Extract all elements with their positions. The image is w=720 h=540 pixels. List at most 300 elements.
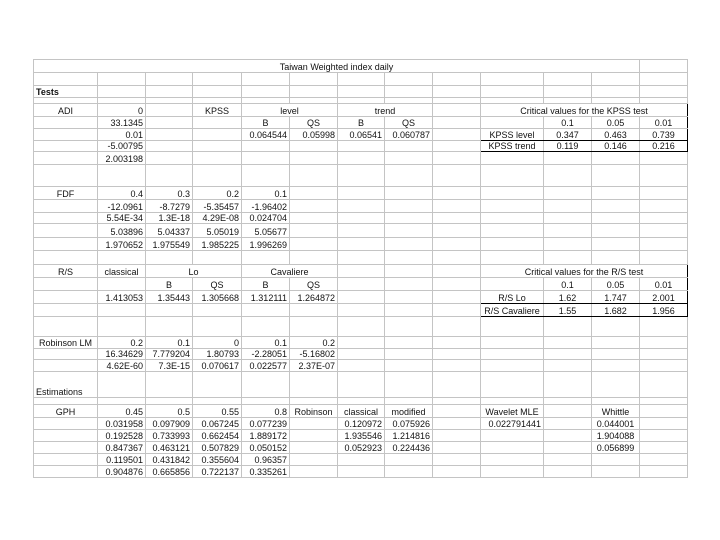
cell[interactable]: B	[146, 278, 193, 291]
cell[interactable]: 0.665856	[146, 466, 193, 478]
cell[interactable]	[385, 304, 433, 317]
cell[interactable]	[193, 117, 242, 129]
cell[interactable]: 0.022577	[242, 360, 290, 372]
cell[interactable]	[592, 372, 640, 398]
cell[interactable]: QS	[290, 278, 338, 291]
cell[interactable]	[481, 454, 544, 466]
cell[interactable]	[290, 86, 338, 98]
cell[interactable]	[242, 317, 290, 337]
cell[interactable]: 1.62	[544, 291, 592, 304]
cell[interactable]	[338, 86, 385, 98]
cell[interactable]	[242, 165, 290, 187]
cell[interactable]	[592, 398, 640, 405]
cell[interactable]	[640, 337, 688, 349]
cell[interactable]: 4.62E-60	[98, 360, 146, 372]
cell[interactable]: 0.1	[242, 187, 290, 200]
cell[interactable]: 0.662454	[193, 430, 242, 442]
cell[interactable]: 5.04337	[146, 224, 193, 238]
cell[interactable]	[34, 129, 98, 141]
cell[interactable]	[433, 200, 481, 213]
cell[interactable]: B	[242, 278, 290, 291]
cell[interactable]: 0.347	[544, 129, 592, 141]
cell[interactable]	[146, 398, 193, 405]
cell[interactable]	[193, 152, 242, 165]
cell[interactable]: 1.312111	[242, 291, 290, 304]
cell[interactable]	[338, 466, 385, 478]
cell[interactable]: 7.779204	[146, 349, 193, 360]
cell[interactable]	[544, 372, 592, 398]
cell[interactable]	[385, 86, 433, 98]
cell[interactable]	[34, 304, 98, 317]
cell[interactable]	[433, 86, 481, 98]
cell[interactable]: 5.05677	[242, 224, 290, 238]
cell[interactable]: -1.96402	[242, 200, 290, 213]
cell[interactable]	[146, 251, 193, 265]
cell[interactable]	[544, 165, 592, 187]
cell[interactable]: -5.00795	[98, 141, 146, 152]
cell[interactable]	[338, 317, 385, 337]
cell[interactable]	[242, 141, 290, 152]
cell[interactable]	[640, 466, 688, 478]
cell[interactable]	[290, 372, 338, 398]
cell[interactable]: 1.996269	[242, 238, 290, 251]
cell[interactable]	[592, 187, 640, 200]
cell[interactable]: Robinson LM	[34, 337, 98, 349]
cell[interactable]	[385, 317, 433, 337]
cell[interactable]: R/S Lo	[481, 291, 544, 304]
cell[interactable]	[193, 165, 242, 187]
cell[interactable]	[146, 165, 193, 187]
cell[interactable]	[544, 398, 592, 405]
cell[interactable]: 0.097909	[146, 418, 193, 430]
cell[interactable]	[481, 238, 544, 251]
cell[interactable]	[385, 372, 433, 398]
cell[interactable]	[385, 337, 433, 349]
cell[interactable]: modified	[385, 405, 433, 418]
cell[interactable]	[385, 238, 433, 251]
cell[interactable]: 0.224436	[385, 442, 433, 454]
cell[interactable]: 0.119501	[98, 454, 146, 466]
cell[interactable]	[433, 430, 481, 442]
cell[interactable]	[193, 398, 242, 405]
cell[interactable]	[481, 187, 544, 200]
cell[interactable]	[433, 265, 481, 278]
cell[interactable]: 0.05	[592, 117, 640, 129]
cell[interactable]: -2.28051	[242, 349, 290, 360]
cell[interactable]: 1.970652	[98, 238, 146, 251]
cell[interactable]: 0	[193, 337, 242, 349]
cell[interactable]: 0.355604	[193, 454, 242, 466]
cell[interactable]	[544, 86, 592, 98]
cell[interactable]: 0.056899	[592, 442, 640, 454]
cell[interactable]	[193, 129, 242, 141]
cell[interactable]	[640, 224, 688, 238]
cell[interactable]	[193, 86, 242, 98]
cell[interactable]	[34, 430, 98, 442]
cell[interactable]: 0.064544	[242, 129, 290, 141]
cell[interactable]	[385, 224, 433, 238]
cell[interactable]: 0.1	[544, 278, 592, 291]
cell[interactable]	[290, 213, 338, 224]
cell[interactable]	[34, 466, 98, 478]
cell[interactable]: 0.4	[98, 187, 146, 200]
cell[interactable]	[146, 73, 193, 86]
cell[interactable]	[290, 442, 338, 454]
cell[interactable]	[481, 86, 544, 98]
cell[interactable]	[592, 317, 640, 337]
cell[interactable]: 1.264872	[290, 291, 338, 304]
cell[interactable]	[640, 152, 688, 165]
cell[interactable]	[481, 117, 544, 129]
cell[interactable]: QS	[193, 278, 242, 291]
cell[interactable]	[592, 337, 640, 349]
cell[interactable]: classical	[338, 405, 385, 418]
cell[interactable]	[338, 238, 385, 251]
cell[interactable]	[640, 430, 688, 442]
cell[interactable]	[34, 165, 98, 187]
cell[interactable]: QS	[385, 117, 433, 129]
cell[interactable]: 2.001	[640, 291, 688, 304]
cell[interactable]	[433, 442, 481, 454]
cell[interactable]	[433, 466, 481, 478]
cell[interactable]	[193, 251, 242, 265]
cell[interactable]	[242, 152, 290, 165]
cell[interactable]	[34, 73, 98, 86]
cell[interactable]	[338, 251, 385, 265]
cell[interactable]: 0.120972	[338, 418, 385, 430]
cell[interactable]: -5.16802	[290, 349, 338, 360]
cell[interactable]	[146, 129, 193, 141]
cell[interactable]: Whittle	[592, 405, 640, 418]
cell[interactable]: 1.975549	[146, 238, 193, 251]
cell[interactable]	[385, 360, 433, 372]
cell[interactable]	[433, 372, 481, 398]
cell[interactable]	[544, 251, 592, 265]
cell[interactable]: 0.507829	[193, 442, 242, 454]
cell[interactable]: 5.03896	[98, 224, 146, 238]
cell[interactable]: 1.889172	[242, 430, 290, 442]
cell[interactable]	[290, 141, 338, 152]
cell[interactable]: 0.070617	[193, 360, 242, 372]
cell[interactable]	[544, 213, 592, 224]
cell[interactable]	[193, 141, 242, 152]
cell[interactable]	[385, 466, 433, 478]
cell[interactable]	[481, 278, 544, 291]
cell[interactable]	[385, 73, 433, 86]
cell[interactable]: 0.3	[146, 187, 193, 200]
cell[interactable]	[433, 213, 481, 224]
cell[interactable]: ADI	[34, 104, 98, 117]
cell[interactable]	[544, 418, 592, 430]
cell[interactable]: 0.55	[193, 405, 242, 418]
cell[interactable]: 0.067245	[193, 418, 242, 430]
cell[interactable]	[34, 398, 98, 405]
cell[interactable]	[544, 360, 592, 372]
cell[interactable]	[338, 337, 385, 349]
cell[interactable]	[338, 291, 385, 304]
cell[interactable]: 0.024704	[242, 213, 290, 224]
cell[interactable]	[338, 349, 385, 360]
cell[interactable]: 1.904088	[592, 430, 640, 442]
cell[interactable]	[98, 304, 146, 317]
cell[interactable]	[640, 251, 688, 265]
cell[interactable]	[481, 398, 544, 405]
cell[interactable]	[290, 304, 338, 317]
cell[interactable]	[592, 251, 640, 265]
cell[interactable]	[290, 398, 338, 405]
cell[interactable]: 0.463	[592, 129, 640, 141]
cell[interactable]	[290, 454, 338, 466]
cell[interactable]	[242, 251, 290, 265]
cell[interactable]	[338, 360, 385, 372]
cell[interactable]: 16.34629	[98, 349, 146, 360]
cell[interactable]: 0.8	[242, 405, 290, 418]
cell[interactable]: Robinson	[290, 405, 338, 418]
cell[interactable]: 1.3E-18	[146, 213, 193, 224]
cell[interactable]: B	[338, 117, 385, 129]
cell[interactable]	[544, 187, 592, 200]
cell[interactable]	[640, 418, 688, 430]
cell[interactable]: 0.052923	[338, 442, 385, 454]
cell[interactable]: 1.747	[592, 291, 640, 304]
cell[interactable]	[34, 238, 98, 251]
cell[interactable]	[146, 141, 193, 152]
cell[interactable]	[242, 73, 290, 86]
cell[interactable]	[592, 165, 640, 187]
cell[interactable]	[290, 224, 338, 238]
cell[interactable]: 0.1	[146, 337, 193, 349]
cell[interactable]	[290, 187, 338, 200]
cell[interactable]: 0.01	[640, 117, 688, 129]
cell[interactable]: GPH	[34, 405, 98, 418]
cell[interactable]	[433, 304, 481, 317]
cell[interactable]	[433, 129, 481, 141]
cell[interactable]: Tests	[34, 86, 98, 98]
cell[interactable]	[290, 466, 338, 478]
cell[interactable]	[290, 152, 338, 165]
cell[interactable]	[640, 60, 688, 73]
cell[interactable]	[481, 442, 544, 454]
cell[interactable]	[544, 152, 592, 165]
cell[interactable]	[146, 152, 193, 165]
cell[interactable]: -5.35457	[193, 200, 242, 213]
cell[interactable]: 0.1	[242, 337, 290, 349]
cell[interactable]: R/S Cavaliere	[481, 304, 544, 317]
cell[interactable]	[433, 418, 481, 430]
cell[interactable]	[98, 165, 146, 187]
cell[interactable]	[34, 317, 98, 337]
cell[interactable]	[34, 360, 98, 372]
cell[interactable]: 33.1345	[98, 117, 146, 129]
cell[interactable]: 1.956	[640, 304, 688, 317]
cell[interactable]	[640, 398, 688, 405]
cell[interactable]: 0.075926	[385, 418, 433, 430]
cell[interactable]	[146, 104, 193, 117]
cell[interactable]	[385, 141, 433, 152]
cell[interactable]	[481, 224, 544, 238]
cell[interactable]: R/S	[34, 265, 98, 278]
cell[interactable]	[34, 224, 98, 238]
cell[interactable]: 0.722137	[193, 466, 242, 478]
cell[interactable]: 0.05998	[290, 129, 338, 141]
cell[interactable]	[433, 117, 481, 129]
cell[interactable]: -12.0961	[98, 200, 146, 213]
cell[interactable]	[338, 200, 385, 213]
cell[interactable]	[640, 317, 688, 337]
cell[interactable]	[544, 442, 592, 454]
cell[interactable]	[98, 372, 146, 398]
cell[interactable]	[146, 86, 193, 98]
cell[interactable]	[592, 213, 640, 224]
cell[interactable]: 0.2	[193, 187, 242, 200]
cell[interactable]: 1.935546	[338, 430, 385, 442]
cell[interactable]: 0.904876	[98, 466, 146, 478]
cell[interactable]	[433, 251, 481, 265]
cell[interactable]	[433, 278, 481, 291]
cell[interactable]	[34, 213, 98, 224]
cell[interactable]: 0.739	[640, 129, 688, 141]
cell[interactable]: 1.55	[544, 304, 592, 317]
cell[interactable]: 2.37E-07	[290, 360, 338, 372]
cell[interactable]	[385, 152, 433, 165]
cell[interactable]	[98, 73, 146, 86]
cell[interactable]	[338, 398, 385, 405]
cell[interactable]	[433, 152, 481, 165]
cell[interactable]	[338, 224, 385, 238]
cell[interactable]: 0.01	[98, 129, 146, 141]
cell[interactable]	[544, 73, 592, 86]
cell[interactable]	[385, 278, 433, 291]
cell[interactable]	[98, 278, 146, 291]
cell[interactable]: 5.54E-34	[98, 213, 146, 224]
cell[interactable]	[640, 405, 688, 418]
cell[interactable]	[640, 165, 688, 187]
cell[interactable]: 0.031958	[98, 418, 146, 430]
cell[interactable]	[338, 165, 385, 187]
cell[interactable]	[481, 251, 544, 265]
cell[interactable]	[338, 187, 385, 200]
cell[interactable]	[242, 372, 290, 398]
cell[interactable]: B	[242, 117, 290, 129]
cell[interactable]	[544, 317, 592, 337]
cell[interactable]: 0.022791441	[481, 418, 544, 430]
cell[interactable]	[98, 398, 146, 405]
cell[interactable]	[544, 200, 592, 213]
cell[interactable]	[34, 442, 98, 454]
cell[interactable]	[481, 213, 544, 224]
cell[interactable]: 0.2	[290, 337, 338, 349]
cell[interactable]	[385, 251, 433, 265]
cell[interactable]	[481, 337, 544, 349]
cell[interactable]	[385, 398, 433, 405]
cell[interactable]	[544, 337, 592, 349]
cell[interactable]	[146, 117, 193, 129]
cell[interactable]: 2.003198	[98, 152, 146, 165]
cell[interactable]	[640, 238, 688, 251]
cell[interactable]	[592, 152, 640, 165]
cell[interactable]	[98, 317, 146, 337]
cell[interactable]: KPSS	[193, 104, 242, 117]
cell[interactable]	[481, 317, 544, 337]
cell[interactable]: Wavelet MLE	[481, 405, 544, 418]
cell[interactable]	[146, 372, 193, 398]
cell[interactable]	[640, 349, 688, 360]
cell[interactable]	[433, 360, 481, 372]
cell[interactable]	[242, 398, 290, 405]
cell[interactable]	[592, 73, 640, 86]
cell[interactable]	[433, 165, 481, 187]
cell[interactable]	[481, 466, 544, 478]
cell[interactable]	[290, 430, 338, 442]
cell[interactable]	[290, 73, 338, 86]
cell[interactable]: 0.733993	[146, 430, 193, 442]
cell[interactable]: 1.80793	[193, 349, 242, 360]
cell[interactable]	[146, 304, 193, 317]
cell[interactable]: 0.847367	[98, 442, 146, 454]
cell[interactable]: QS	[290, 117, 338, 129]
cell[interactable]	[640, 86, 688, 98]
cell[interactable]	[433, 187, 481, 200]
cell[interactable]	[433, 398, 481, 405]
cell[interactable]	[592, 224, 640, 238]
cell[interactable]: 0.463121	[146, 442, 193, 454]
cell[interactable]	[290, 418, 338, 430]
cell[interactable]	[433, 224, 481, 238]
cell[interactable]	[193, 317, 242, 337]
cell[interactable]: 0.06541	[338, 129, 385, 141]
cell[interactable]	[385, 165, 433, 187]
cell[interactable]	[544, 454, 592, 466]
cell[interactable]	[433, 73, 481, 86]
cell[interactable]	[338, 304, 385, 317]
cell[interactable]	[433, 454, 481, 466]
cell[interactable]	[433, 337, 481, 349]
cell[interactable]	[34, 349, 98, 360]
cell[interactable]: 0.146	[592, 141, 640, 152]
cell[interactable]: Estimations	[34, 372, 98, 398]
cell[interactable]	[385, 349, 433, 360]
cell[interactable]	[338, 454, 385, 466]
cell[interactable]	[433, 238, 481, 251]
cell[interactable]	[544, 224, 592, 238]
cell[interactable]: classical	[98, 265, 146, 278]
cell[interactable]	[640, 360, 688, 372]
cell[interactable]: 1.214816	[385, 430, 433, 442]
cell[interactable]	[544, 466, 592, 478]
cell[interactable]	[592, 200, 640, 213]
cell[interactable]: 1.985225	[193, 238, 242, 251]
cell[interactable]	[146, 317, 193, 337]
cell[interactable]	[481, 152, 544, 165]
cell[interactable]: 0.5	[146, 405, 193, 418]
cell[interactable]	[481, 430, 544, 442]
cell[interactable]	[290, 317, 338, 337]
cell[interactable]	[290, 165, 338, 187]
cell[interactable]: 1.413053	[98, 291, 146, 304]
cell[interactable]	[592, 454, 640, 466]
cell[interactable]	[385, 187, 433, 200]
cell[interactable]	[98, 86, 146, 98]
cell[interactable]: 1.35443	[146, 291, 193, 304]
cell[interactable]: 0.050152	[242, 442, 290, 454]
cell[interactable]: 0.96357	[242, 454, 290, 466]
cell[interactable]	[544, 238, 592, 251]
cell[interactable]	[433, 291, 481, 304]
cell[interactable]	[544, 430, 592, 442]
cell[interactable]	[433, 141, 481, 152]
cell[interactable]	[640, 73, 688, 86]
cell[interactable]: 0.01	[640, 278, 688, 291]
